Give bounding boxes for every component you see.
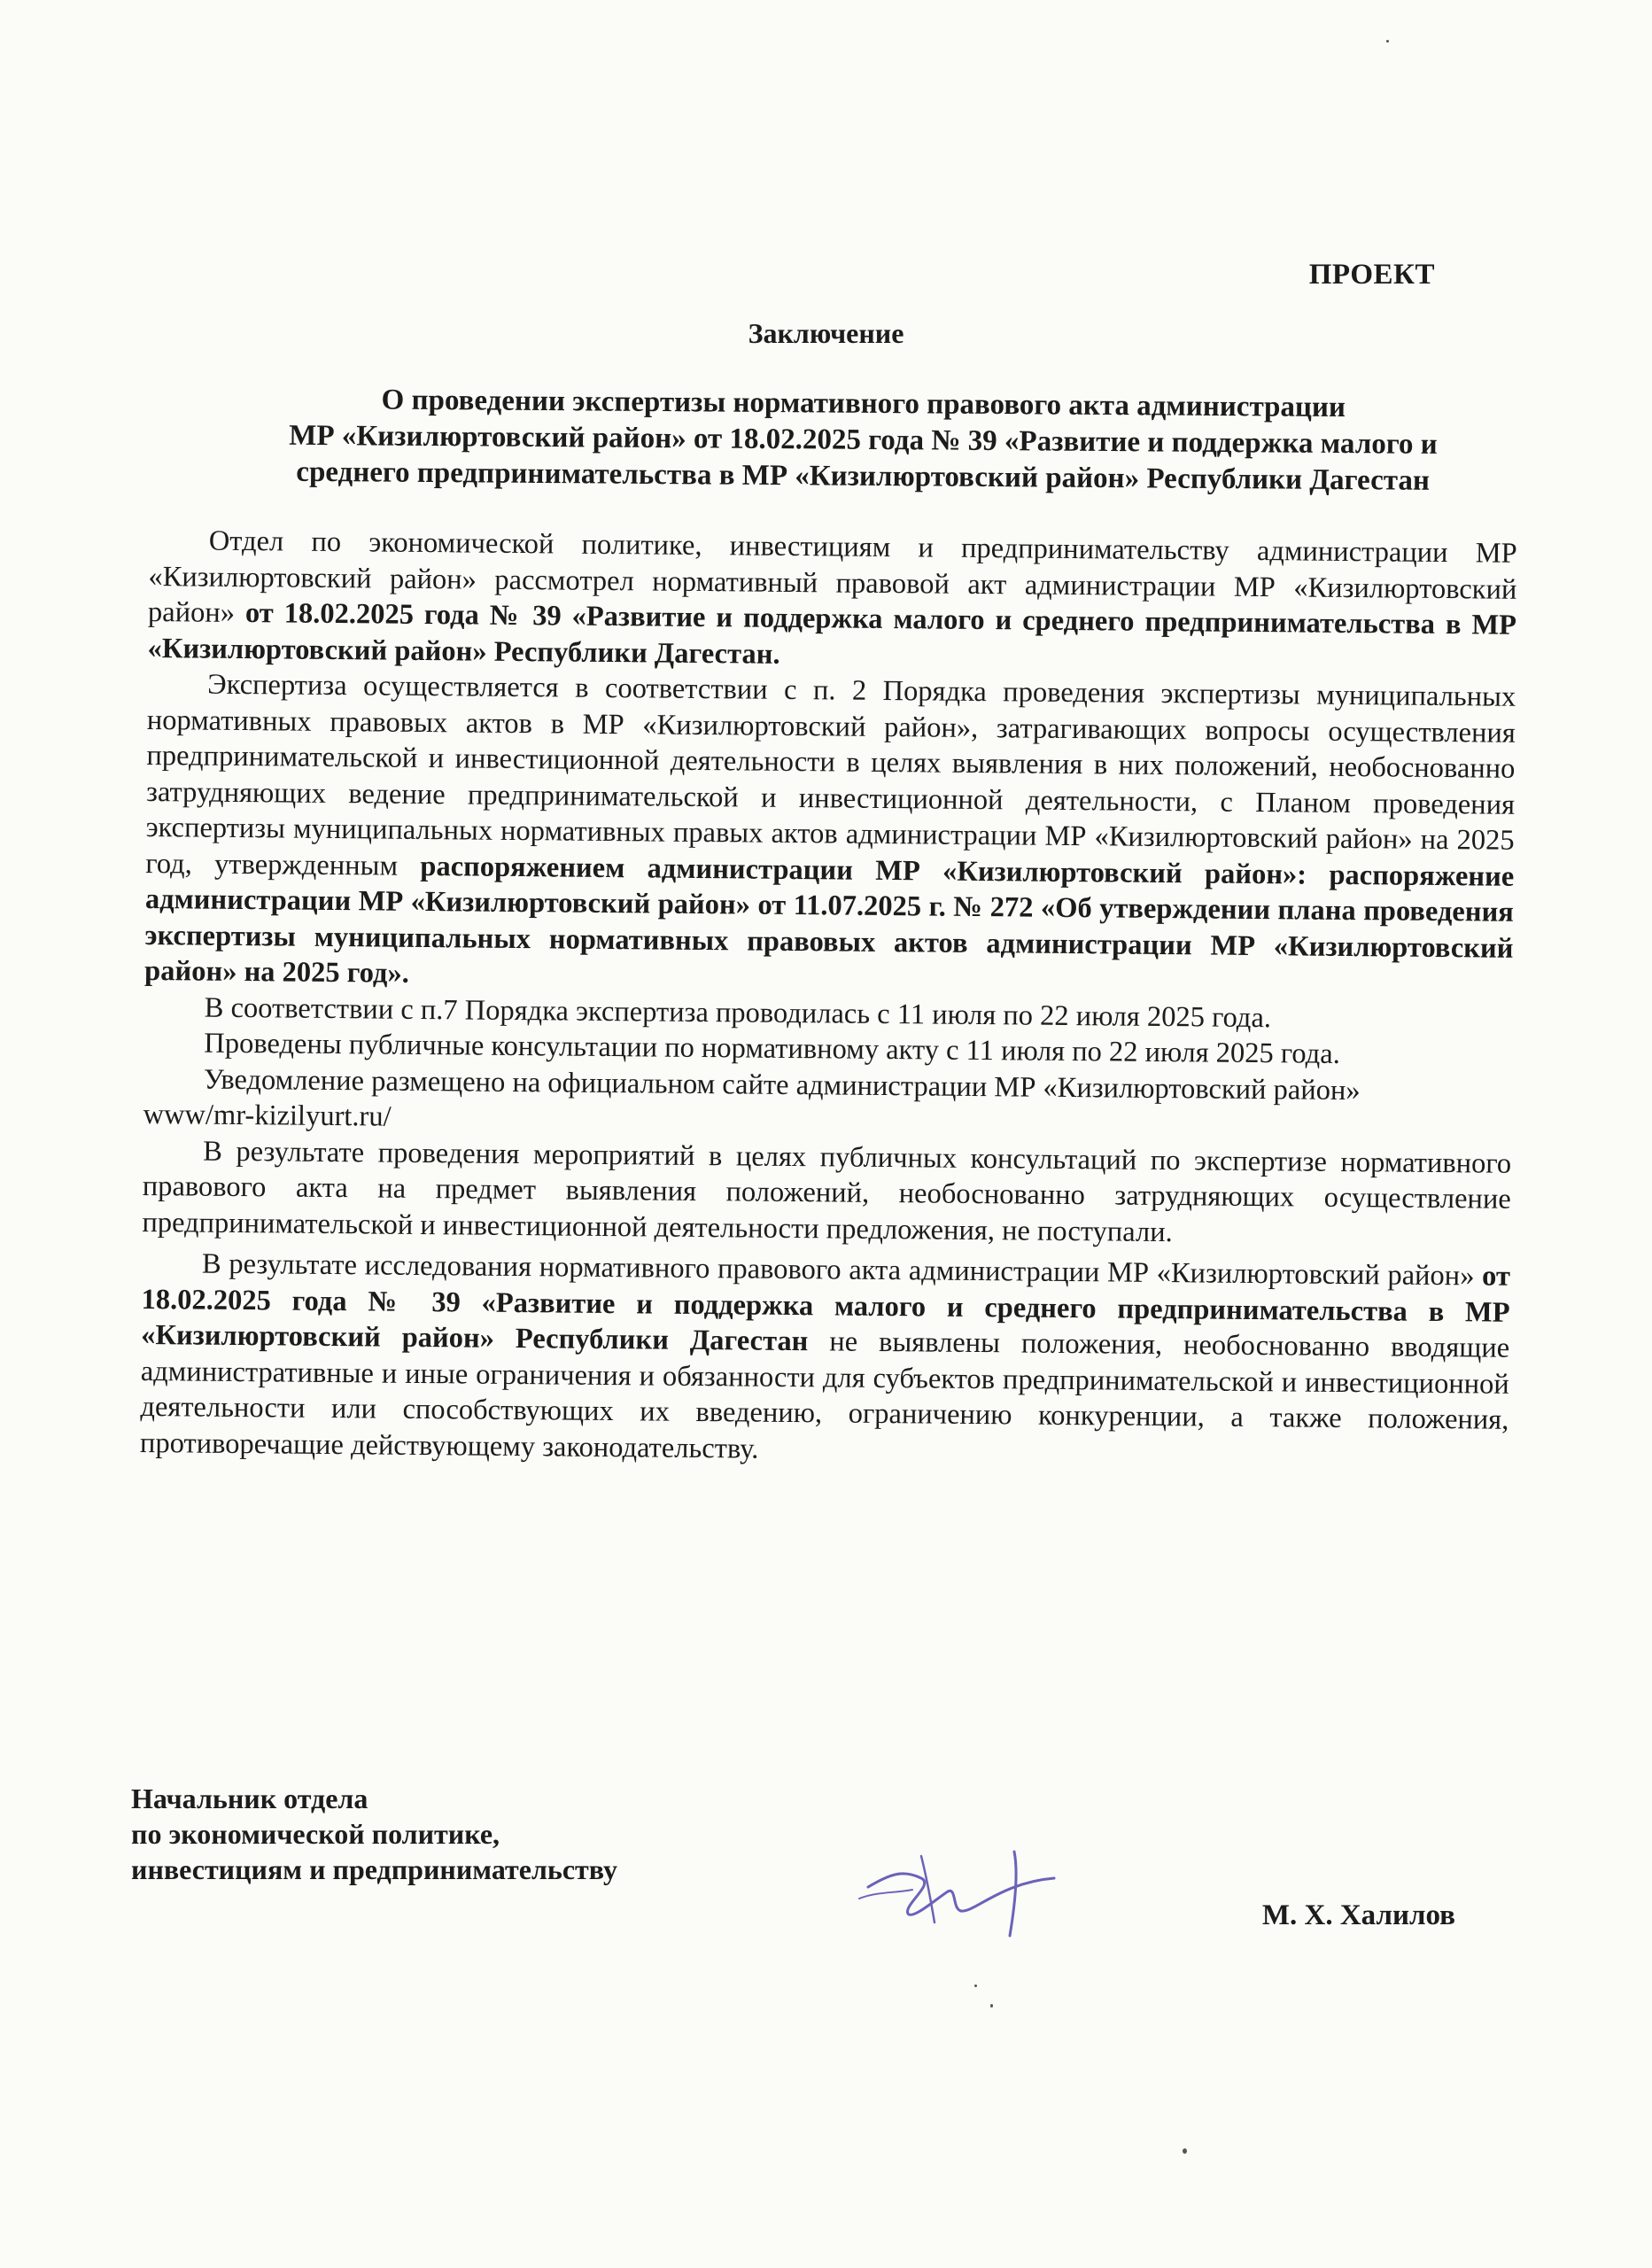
scan-speck — [974, 1984, 977, 1987]
draft-stamp-label: ПРОЕКТ — [1308, 259, 1435, 291]
paragraph-text: Экспертиза осуществляется в соответствии с п. 2 Порядка проведения экспертизы муниципальных нормативных правовых актов в МР «Кизилюртовский район», затрагивающих вопросы осуществления предпринимательской и инвестиционной деятельности в целях выявления в них положений, необоснованно затрудняющих ведение предпринимательской и инвестиционной деятельности, с Планом проведения экспертизы муниципальных нормативных правых актов администрации МР «Кизилюртовский район» на 2025 год, утвержденным — [145, 668, 1516, 882]
subject-line: среднего предпринимательства в МР «Кизилюртовский район» Республики Дагестан — [296, 455, 1431, 497]
document-title: Заключение — [748, 317, 904, 349]
paragraph-review — [147, 523, 1516, 680]
paragraph-text: В результате исследования нормативного правового акта администрации МР «Кизилюртовский район» — [201, 1247, 1475, 1293]
handwritten-signature — [850, 1838, 1098, 1945]
paragraph-period: В соответствии с п.7 Порядка экспертиза проводилась с 11 июля по 22 июля 2025 года. — [204, 991, 1272, 1034]
website-url: www/mr-kizilyurt.ru/ — [143, 1098, 392, 1133]
signatory-position — [131, 1781, 617, 1887]
scan-speck — [990, 2004, 993, 2008]
scan-speck — [1183, 2148, 1187, 2154]
paragraph-bold-reference: распоряжением администрации МР «Кизилюртовский район»: распоряжение администрации МР «Кизилюртовский район» от 11.07.2025 г. № 272 «Об утверждении плана проведения экспертизы муниципальных нормативных правовых актов администрации МР «Кизилюртовский район» на 2025 год». — [143, 850, 1515, 990]
paragraph-text: не выявлены положения, необоснованно вводящие административные и иные ограничения и обязанности для субъектов предпринимательской и инвестиционной деятельности или способствующих их введению, ограничению конкуренции, а также положения, противоречащие действующему законодательству. — [139, 1325, 1510, 1465]
paragraph-notification: Уведомление размещено на официальном сайте администрации МР «Кизилюртовский район» — [203, 1063, 1361, 1107]
paragraph-text: Отдел по экономической политике, инвестициям и предпринимательству администрации МР «Кизилюртовский район» рассмотрел нормативный правовой акт администрации МР «Кизилюртовский район» — [147, 524, 1517, 629]
paragraph-bold-reference: от 18.02.2025 года № 39 «Развитие и поддержка малого и среднего предпринимательства в МР «Кизилюртовский район» Республики Дагестан. — [147, 597, 1517, 671]
signatory-name: М. Х. Халилов — [1261, 1899, 1455, 1931]
paragraph-consultations: Проведены публичные консультации по нормативному акту с 11 июля по 22 июля 2025 года. — [204, 1027, 1340, 1070]
scan-speck — [1386, 40, 1389, 43]
subject-line: МР «Кизилюртовский район» от 18.02.2025 года № 39 «Развитие и поддержка малого и — [289, 419, 1438, 461]
document-body — [140, 523, 1517, 1474]
signatory-line: по экономической политике, — [131, 1818, 500, 1850]
subject-line: О проведении экспертизы нормативного правового акта администрации — [381, 384, 1346, 424]
signatory-line: Начальник отдела — [131, 1783, 368, 1814]
paragraph-conclusion — [140, 1246, 1510, 1474]
paragraph-consultation-result: В результате проведения мероприятий в целях публичных консультаций по экспертизе нормативного правового акта на предмет выявления положений, необоснованно затрудняющих осуществление предпринимательской и инвестиционной деятельности предложения, не поступали. — [142, 1135, 1512, 1248]
paragraph-expertise-basis — [144, 666, 1516, 1002]
paragraph-bold-reference: от 18.02.2025 года № 39 «Развитие и поддержка малого и среднего предпринимательства в МР «Кизилюртовский район» Республики Дагестан — [141, 1260, 1511, 1358]
signatory-line: инвестициям и предпринимательству — [131, 1853, 617, 1885]
document-subject — [207, 381, 1519, 501]
